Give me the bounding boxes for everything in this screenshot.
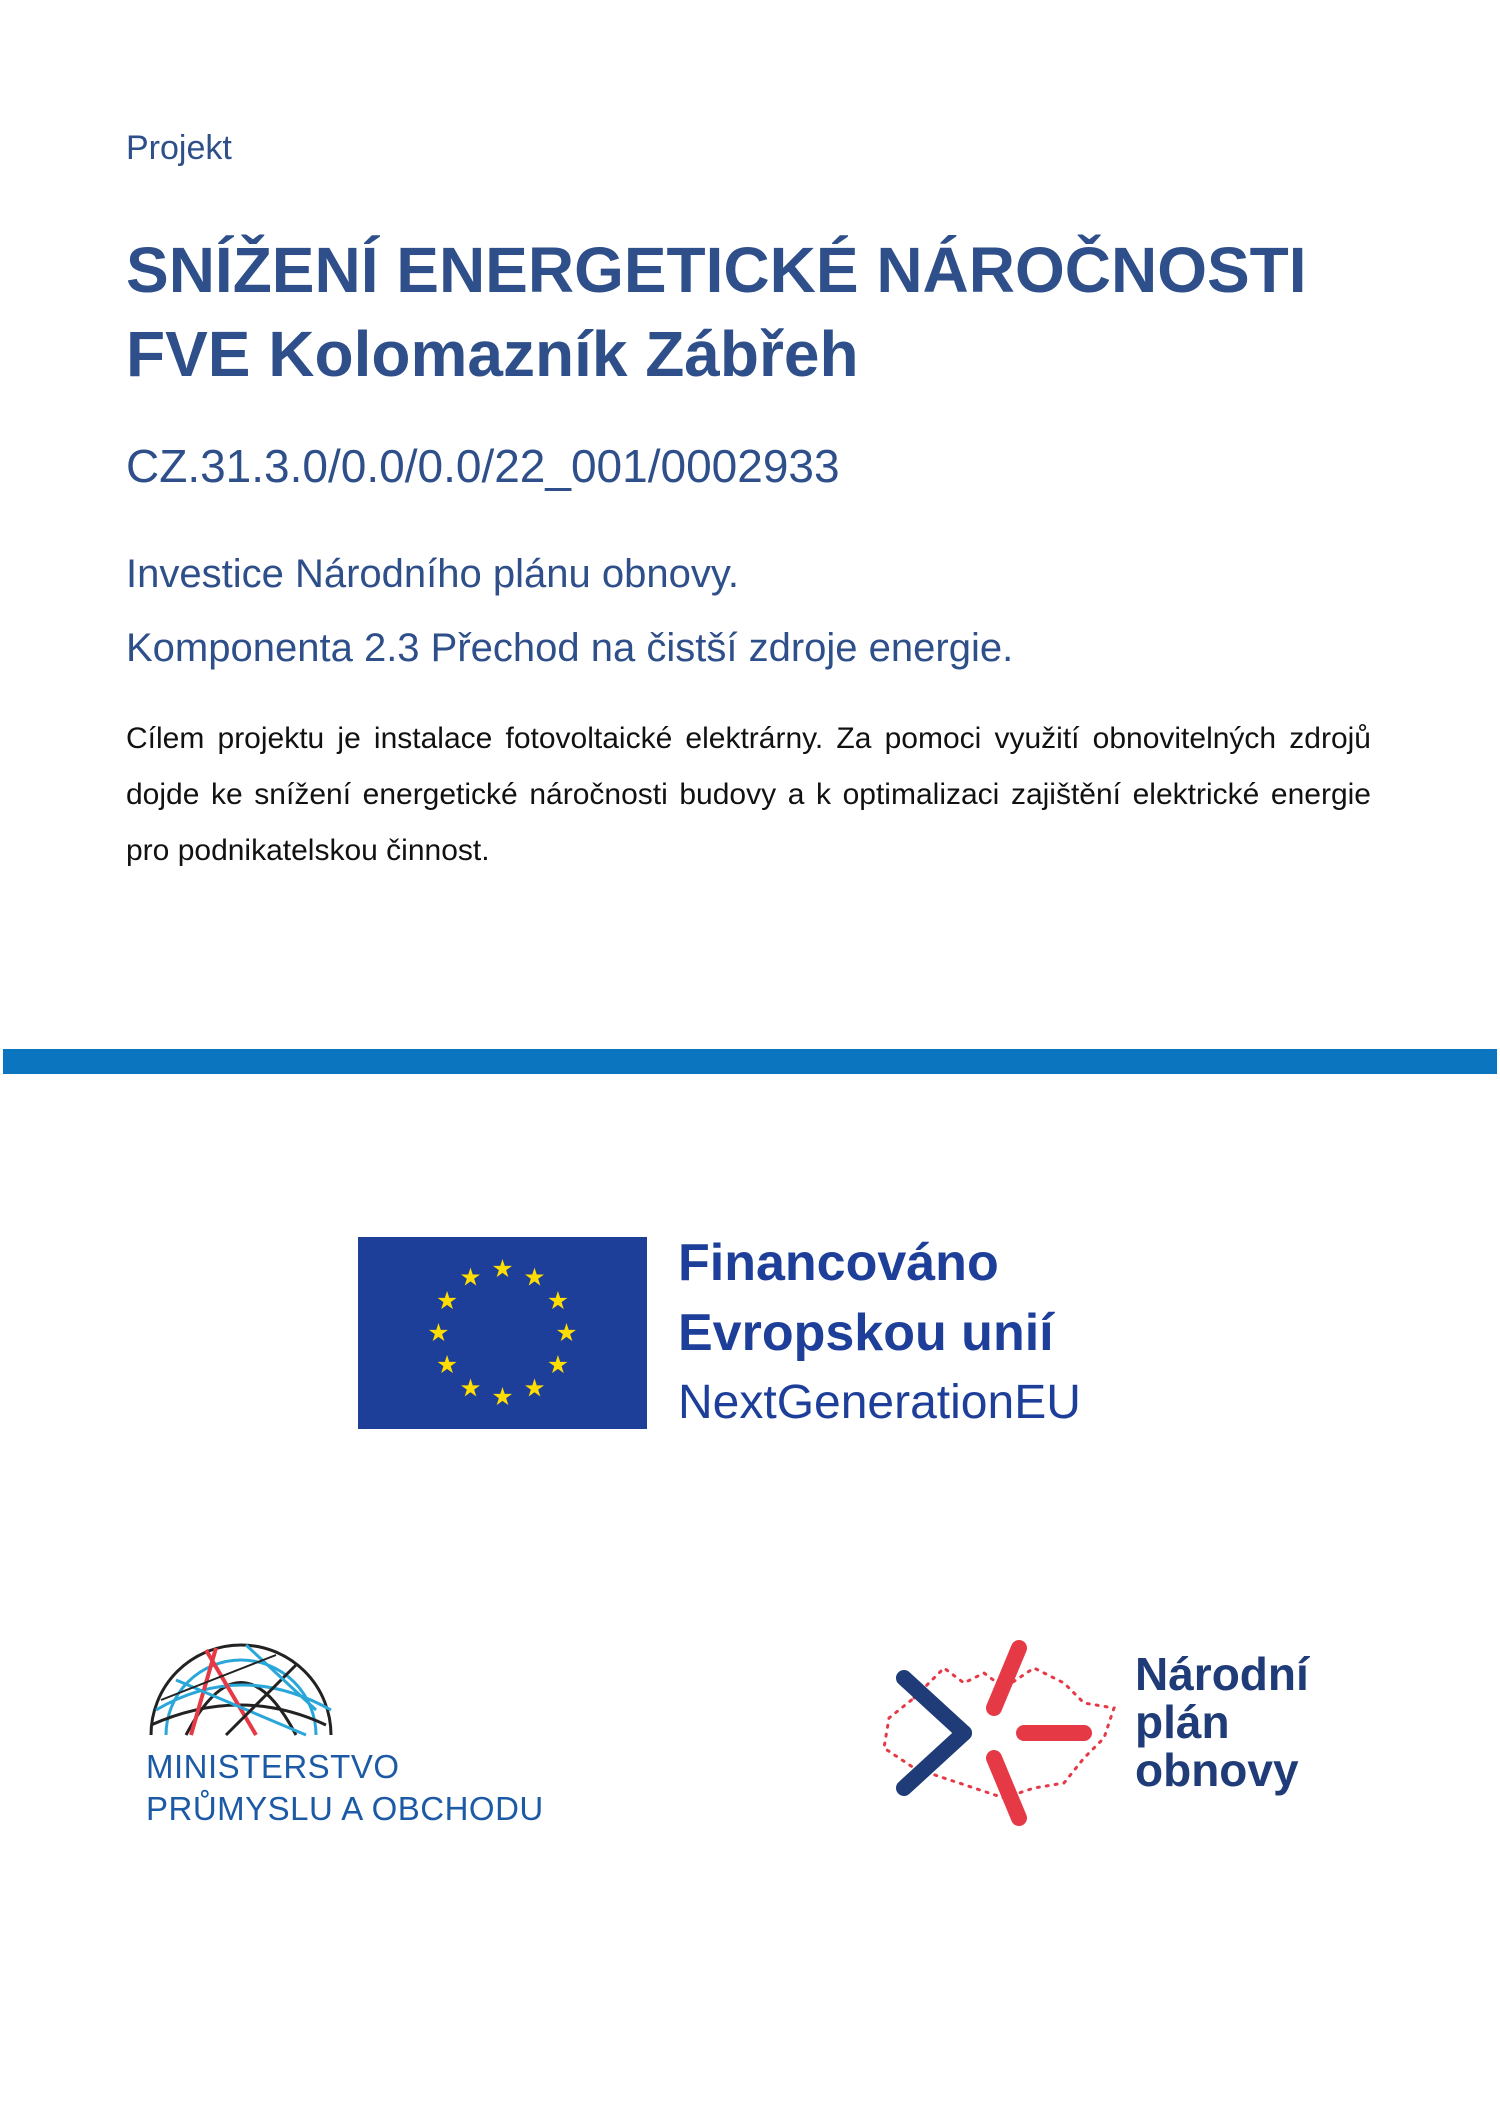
npo-line1: Národní <box>1135 1648 1309 1700</box>
next-generation-eu-line: NextGenerationEU <box>678 1376 1081 1429</box>
eu-funding-text <box>678 1228 1081 1438</box>
npo-emblem-icon <box>874 1628 1124 1833</box>
investment-info <box>126 537 1013 685</box>
mpo-line2: PRŮMYSLU A OBCHODU <box>146 1790 544 1827</box>
npo-line3: obnovy <box>1135 1744 1299 1796</box>
divider-bar <box>3 1049 1497 1074</box>
registration-number: CZ.31.3.0/0.0/0.0/22_001/0002933 <box>126 440 840 492</box>
project-title <box>126 228 1426 396</box>
project-label: Projekt <box>126 129 232 167</box>
eu-union-line: Evropskou unií <box>678 1304 1054 1362</box>
investment-line: Investice Národního plánu obnovy. <box>126 552 739 596</box>
npo-line2: plán <box>1135 1696 1230 1748</box>
mpo-logo-text <box>146 1746 544 1830</box>
eu-flag-icon <box>358 1237 647 1429</box>
project-title-line1: SNÍŽENÍ ENERGETICKÉ NÁROČNOSTI <box>126 234 1307 306</box>
project-description: Cílem projektu je instalace fotovoltaické elektrárny. Za pomoci využití obnovitelných zdrojů dojde ke snížení energetické náročnosti budovy a k optimalizaci zajištění elektrické energie pro podnikatelskou činnost. <box>126 722 1371 867</box>
eu-funded-line: Financováno <box>678 1234 999 1292</box>
project-title-line2: FVE Kolomazník Zábřeh <box>126 318 859 390</box>
mpo-globe-icon <box>146 1640 336 1745</box>
npo-logo-text <box>1135 1650 1309 1794</box>
component-line: Komponenta 2.3 Přechod na čistší zdroje energie. <box>126 626 1014 670</box>
mpo-line1: MINISTERSTVO <box>146 1748 400 1785</box>
